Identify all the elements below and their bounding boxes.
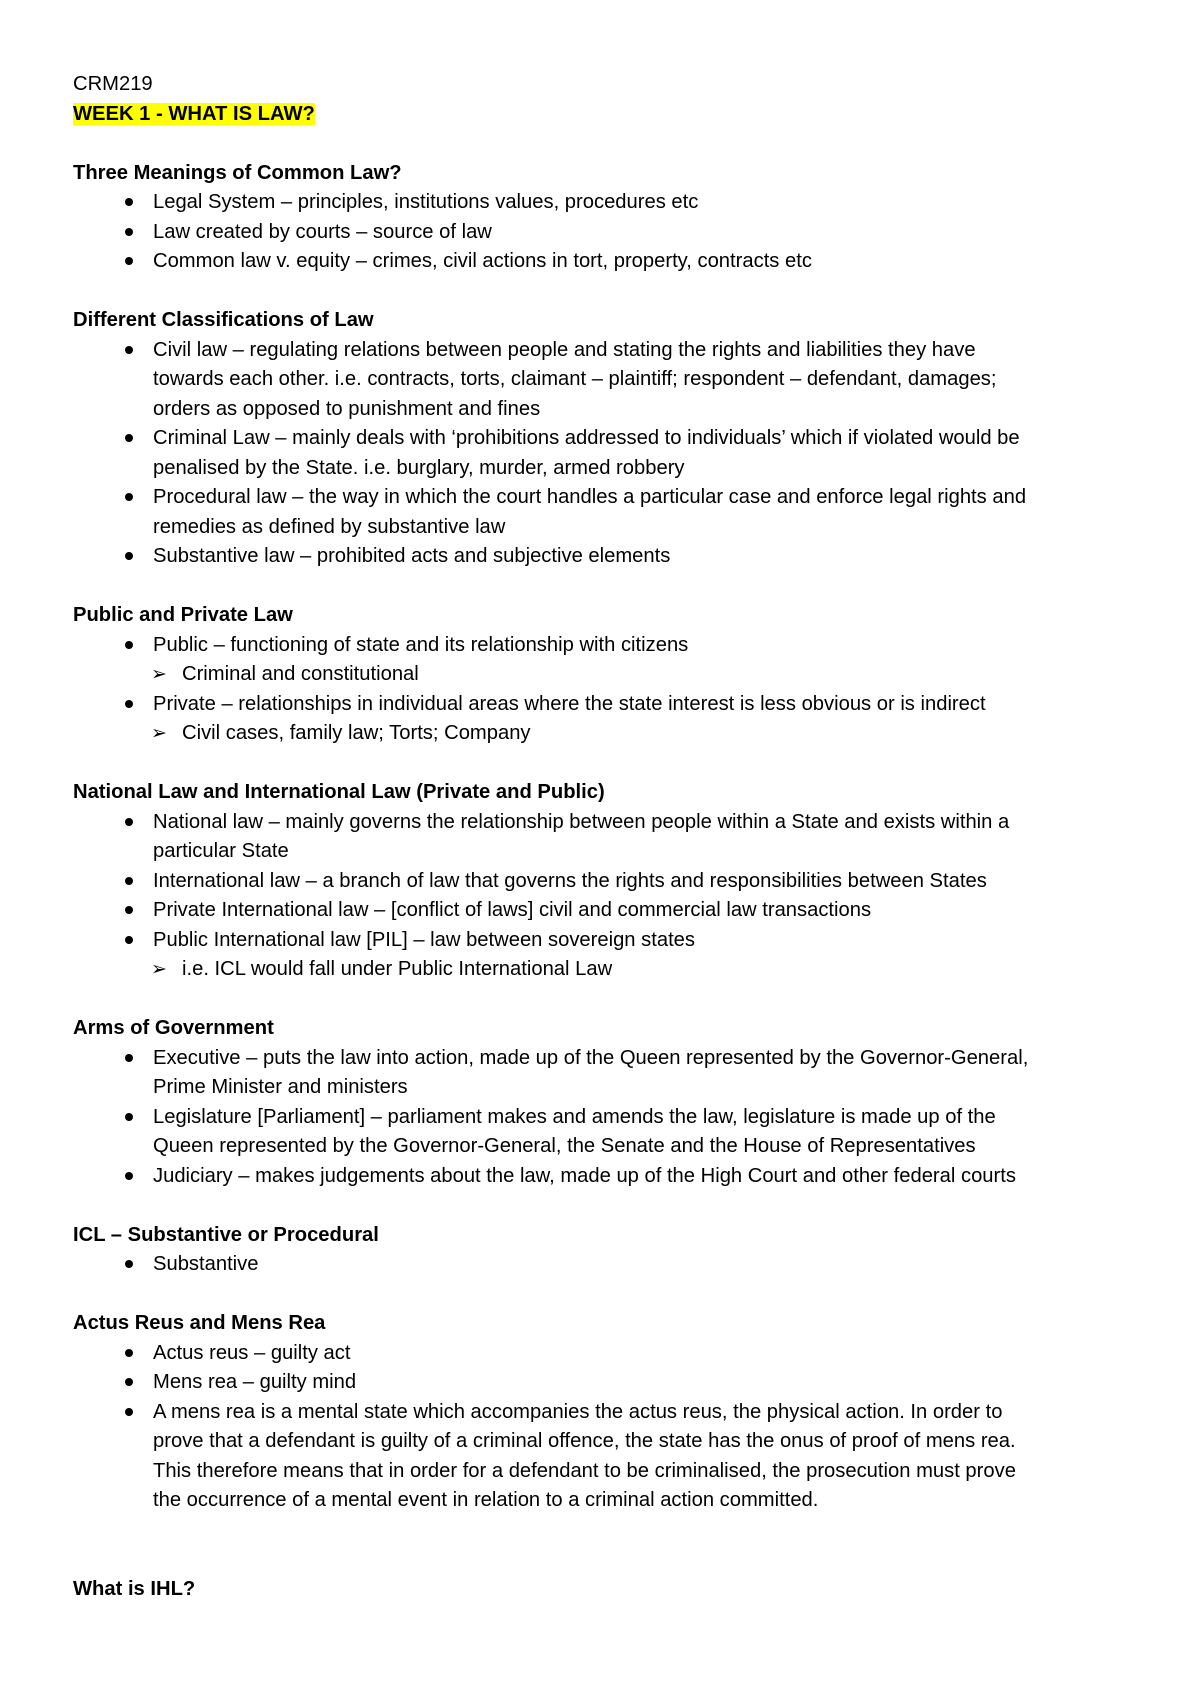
section-public-private xyxy=(73,601,1133,749)
list-item: Judiciary – makes judgements about the law, made up of the High Court and other federal courts xyxy=(73,1162,1133,1192)
sub-list-item-text: Criminal and constitutional xyxy=(182,663,419,685)
bullet-list xyxy=(73,808,1133,985)
week-title-highlight: WEEK 1 - WHAT IS LAW? xyxy=(73,102,315,125)
section-heading: Different Classifications of Law xyxy=(73,309,374,331)
section-heading: National Law and International Law (Private and Public) xyxy=(73,781,605,803)
list-item: Public – functioning of state and its relationship with citizens xyxy=(73,631,1133,661)
list-item-line: particular State xyxy=(153,840,289,862)
list-item: International law – a branch of law that governs the rights and responsibilities between States xyxy=(73,867,1133,897)
sub-list-item xyxy=(73,719,1133,749)
spacer xyxy=(73,1516,1133,1546)
list-item-line: penalised by the State. i.e. burglary, murder, armed robbery xyxy=(153,456,685,479)
document-content xyxy=(73,70,1133,1604)
list-item-line: orders as opposed to punishment and fines xyxy=(153,397,541,420)
section-heading: Arms of Government xyxy=(73,1017,274,1039)
list-item xyxy=(73,1103,1133,1162)
list-item-line: Criminal Law – mainly deals with ‘prohibitions addressed to individuals’ which if violated would be xyxy=(153,427,1020,449)
bullet-list xyxy=(73,1339,1133,1516)
section-icl xyxy=(73,1221,1133,1280)
list-item: Common law v. equity – crimes, civil actions in tort, property, contracts etc xyxy=(73,247,1133,277)
list-item: Substantive xyxy=(73,1250,1133,1280)
list-item: Law created by courts – source of law xyxy=(73,218,1133,248)
list-item-line: prove that a defendant is guilty of a criminal offence, the state has the onus of proof of mens rea. xyxy=(153,1430,1016,1452)
bullet-list xyxy=(73,631,1133,749)
section-ihl xyxy=(73,1575,1133,1605)
arrow-bullet-icon: ➢ xyxy=(151,959,167,980)
list-item: Mens rea – guilty mind xyxy=(73,1368,1133,1398)
section-heading: What is IHL? xyxy=(73,1577,196,1600)
list-item-line: remedies as defined by substantive law xyxy=(153,515,506,538)
list-item: Substantive law – prohibited acts and subjective elements xyxy=(73,542,1133,572)
list-item-line: Civil law – regulating relations between people and stating the rights and liabilities they have xyxy=(153,338,976,361)
arrow-bullet-icon: ➢ xyxy=(151,723,167,744)
list-item: Private – relationships in individual areas where the state interest is less obvious or is indirect xyxy=(73,690,1133,720)
sub-list-item xyxy=(73,660,1133,690)
list-item-line: Prime Minister and ministers xyxy=(153,1076,408,1098)
list-item-line: Queen represented by the Governor-General, the Senate and the House of Representatives xyxy=(153,1135,976,1157)
bullet-list xyxy=(73,188,1133,277)
bullet-list xyxy=(73,1044,1133,1192)
list-item: Public International law [PIL] – law between sovereign states xyxy=(73,926,1133,956)
list-item xyxy=(73,1044,1133,1103)
week-title xyxy=(73,100,1133,130)
section-heading: Three Meanings of Common Law? xyxy=(73,161,402,184)
bullet-list xyxy=(73,1250,1133,1280)
bullet-list xyxy=(73,336,1133,572)
list-item: Actus reus – guilty act xyxy=(73,1339,1133,1369)
section-actus-mens xyxy=(73,1309,1133,1516)
list-item: Private International law – [conflict of laws] civil and commercial law transactions xyxy=(73,896,1133,926)
course-code: CRM219 xyxy=(73,73,153,95)
list-item xyxy=(73,483,1133,542)
list-item xyxy=(73,808,1133,867)
list-item-line: National law – mainly governs the relationship between people within a State and exists within a xyxy=(153,810,1010,833)
list-item xyxy=(73,336,1133,425)
list-item xyxy=(73,1398,1133,1516)
list-item-line: the occurrence of a mental event in relation to a criminal action committed. xyxy=(153,1489,819,1511)
list-item-line: This therefore means that in order for a defendant to be criminalised, the prosecution must prove xyxy=(153,1459,1016,1482)
section-common-law xyxy=(73,159,1133,277)
list-item xyxy=(73,424,1133,483)
section-classifications xyxy=(73,306,1133,572)
section-heading: ICL – Substantive or Procedural xyxy=(73,1223,379,1246)
sub-list-item xyxy=(73,955,1133,985)
list-item-line: Procedural law – the way in which the court handles a particular case and enforce legal rights and xyxy=(153,486,1027,508)
section-arms-of-government xyxy=(73,1014,1133,1191)
list-item-line: Executive – puts the law into action, made up of the Queen represented by the Governor-General, xyxy=(153,1046,1029,1069)
section-heading: Public and Private Law xyxy=(73,604,293,626)
list-item-line: A mens rea is a mental state which accompanies the actus reus, the physical action. In order to xyxy=(153,1400,1003,1423)
arrow-bullet-icon: ➢ xyxy=(151,664,167,685)
list-item-line: towards each other. i.e. contracts, torts, claimant – plaintiff; respondent – defendant, damages; xyxy=(153,368,997,390)
section-national-international xyxy=(73,778,1133,985)
section-heading: Actus Reus and Mens Rea xyxy=(73,1312,326,1334)
sub-list-item-text: i.e. ICL would fall under Public International Law xyxy=(182,958,613,980)
sub-list-item-text: Civil cases, family law; Torts; Company xyxy=(182,722,531,744)
list-item-line: Legislature [Parliament] – parliament makes and amends the law, legislature is made up of the xyxy=(153,1105,996,1128)
list-item: Legal System – principles, institutions values, procedures etc xyxy=(73,188,1133,218)
